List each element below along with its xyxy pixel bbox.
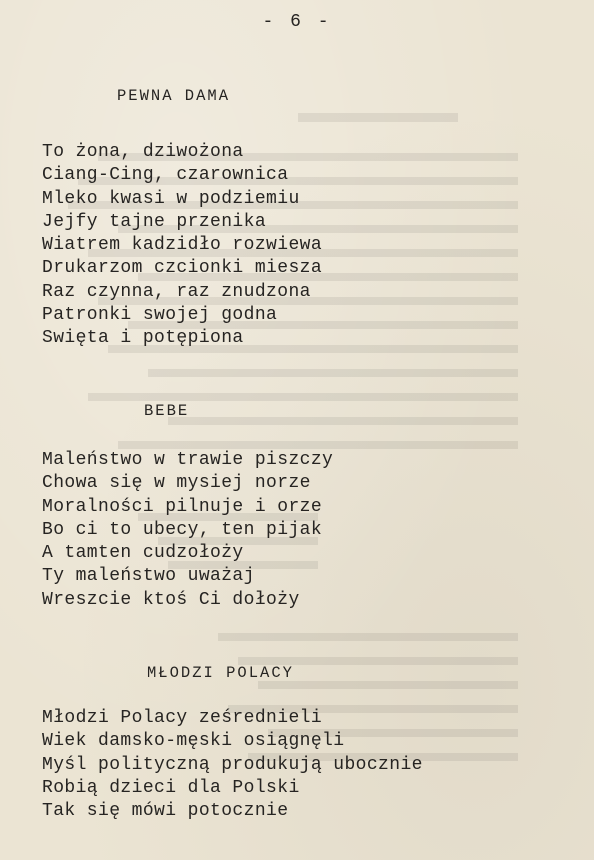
- poem-line: A tamten cudzołoży: [42, 543, 244, 564]
- poem-line: To żona, dziwożona: [42, 142, 244, 162]
- poem-line: Jejfy tajne przenika: [42, 211, 267, 232]
- poem-title-bebe: BEBE: [144, 402, 190, 420]
- poem-line: Wreszcie ktoś Ci dołoży: [42, 589, 300, 610]
- poem-title-pewna-dama: PEWNA DAMA: [117, 87, 231, 105]
- poem-line: Myśl polityczną produkują ubocznie: [42, 754, 423, 775]
- poem-line: Drukarzom czcionki miesza: [42, 258, 323, 279]
- poem-line: Młodzi Polacy ześrednieli: [42, 708, 323, 728]
- poem-title-mlodzi-polacy: MŁODZI POLACY: [147, 664, 294, 682]
- poem-line: Ciang-Cing, czarownica: [42, 165, 289, 186]
- poem-body-pewna-dama: [42, 141, 322, 351]
- poem-line: Robią dzieci dla Polski: [42, 777, 300, 798]
- poem-line: Raz czynna, raz znudzona: [42, 281, 311, 302]
- poem-body-mlodzi-polacy: [42, 707, 423, 823]
- poem-line: Tak się mówi potocznie: [42, 801, 289, 822]
- poem-line: Wiatrem kadzidło rozwiewa: [42, 235, 323, 256]
- poem-line: Ty maleństwo uważaj: [42, 566, 255, 587]
- poem-line: Bo ci to ubecy, ten pijak: [42, 519, 323, 540]
- poem-line: Wiek damsko-męski osiągnęli: [42, 731, 345, 752]
- poem-line: Patronki swojej godna: [42, 305, 278, 326]
- poem-line: Swięta i potępiona: [42, 328, 244, 349]
- poem-line: Moralności pilnuje i orze: [42, 496, 323, 517]
- poem-line: Chowa się w mysiej norze: [42, 473, 311, 494]
- poem-line: Mleko kwasi w podziemiu: [42, 188, 300, 209]
- poem-line: Maleństwo w trawie piszczy: [42, 450, 334, 470]
- poem-body-bebe: [42, 449, 333, 612]
- page-number: - 6 -: [262, 12, 332, 32]
